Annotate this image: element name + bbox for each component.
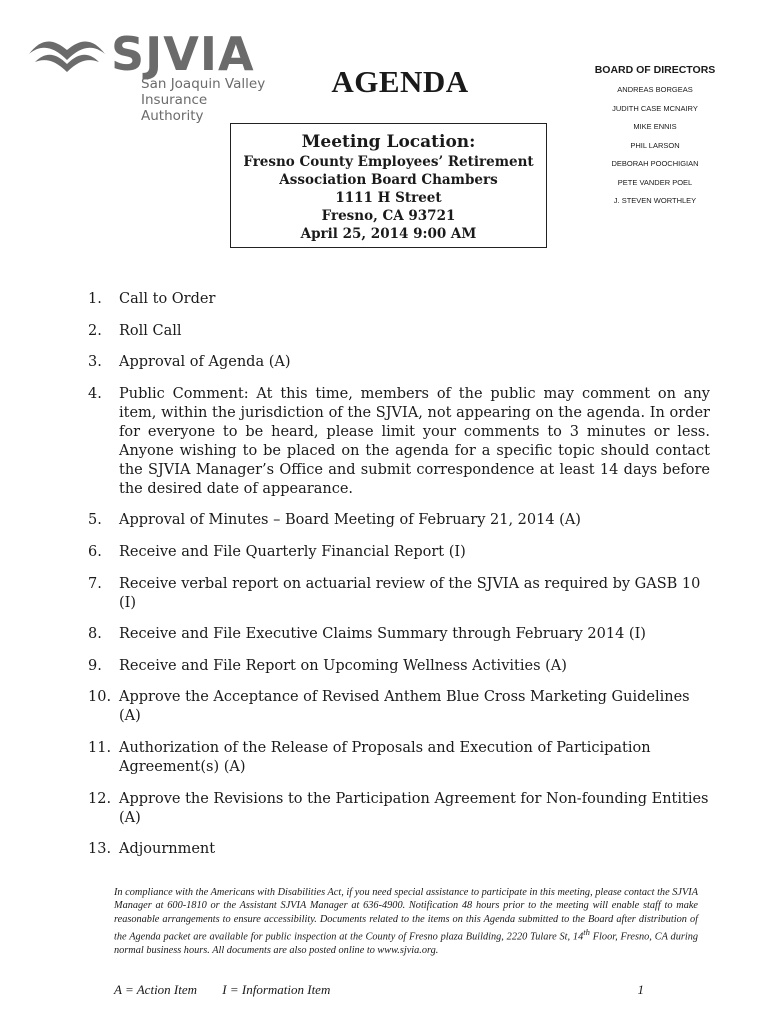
item-text: Receive verbal report on actuarial review of the SJVIA as required by GASB 10 (I) [119, 575, 701, 611]
item-number: 1. [88, 291, 102, 307]
logo-wordmark: SJVIA [111, 27, 255, 81]
agenda-item [88, 353, 710, 372]
item-number: 12. [88, 790, 112, 807]
board-of-directors [580, 64, 730, 215]
board-member: DEBORAH POOCHIGIAN [611, 159, 699, 168]
location-line: Association Board Chambers [279, 172, 498, 188]
item-number: 5. [88, 512, 102, 529]
logo-subtitle [141, 76, 272, 124]
item-number: 8. [88, 626, 102, 643]
item-text: Roll Call [119, 322, 182, 339]
agenda-item [88, 543, 710, 562]
legend-action-item: A = Action Item [114, 982, 198, 997]
location-line: 1111 H Street [335, 190, 442, 206]
item-number: 2. [88, 322, 102, 339]
item-text: Approve the Revisions to the Participation Agreement for Non-founding Entities (A) [119, 790, 709, 826]
item-number: 13. [88, 841, 112, 858]
agenda-item [88, 290, 710, 309]
item-text: Public Comment: At this time, members of the public may comment on any item, within the jurisdiction of the SJVIA, not appearing on the agenda. In order for everyone to be heard, please limit your comments to 3 minutes or less. Anyone wishing to be placed on the agenda for a specific topic should contact the SJVIA Manager’s Office and submit correspondence at least 14 days before the desired date of appearance. [119, 385, 710, 497]
logo-subtitle-line2: Insurance Authority [141, 92, 208, 124]
ada-notice-superscript: th [583, 927, 590, 938]
item-text: Approval of Agenda (A) [119, 354, 291, 371]
page-number: 1 [637, 982, 644, 997]
agenda-item [88, 322, 710, 341]
item-text: Approve the Acceptance of Revised Anthem Blue Cross Marketing Guidelines (A) [119, 689, 690, 725]
board-member: JUDITH CASE MCNAIRY [612, 103, 698, 113]
meeting-location-box [230, 123, 547, 248]
page-title: AGENDA [331, 64, 469, 99]
sjvia-logo [27, 27, 272, 124]
item-number: 10. [88, 689, 112, 706]
board-member: PETE VANDER POEL [617, 177, 693, 187]
location-line: April 25, 2014 9:00 AM [300, 226, 477, 242]
ada-notice-text-end: Floor, Fresno, CA during normal business hours. All documents are also posted online to www.sjvia.org. [114, 931, 699, 957]
item-text: Receive and File Quarterly Financial Report (I) [119, 543, 466, 560]
board-member: MIKE ENNIS [633, 122, 677, 131]
location-line: Fresno County Employees’ Retirement [243, 154, 534, 170]
item-text: Adjournment [119, 841, 216, 858]
ada-notice-text: In compliance with the Americans with Disabilities Act, if you need special assistance to participate in this meeting, please contact the SJVIA Manager at 600-1810 or the Assistant SJVIA Manager at 636-4900. Notification 48 hours prior to the meeting will enable staff to make reasonable arrangements to ensure accessibility. Documents related to the items on this Agenda submitted to the Board after distribution of the Agenda packet are available for public inspection at the County of Fresno plaza Building, 2220 Tulare St, 14 [114, 887, 698, 943]
agenda-item [88, 688, 710, 726]
agenda-items-list [88, 290, 710, 872]
agenda-item [88, 840, 710, 859]
agenda-item [88, 575, 710, 613]
item-number: 7. [88, 575, 102, 592]
board-heading: BOARD OF DIRECTORS [594, 64, 716, 76]
item-number: 9. [88, 657, 102, 674]
agenda-item [88, 657, 710, 676]
agenda-item [88, 511, 710, 530]
location-line: Fresno, CA 93721 [321, 208, 456, 224]
ada-notice [114, 886, 698, 957]
board-member: ANDREAS BORGEAS [617, 85, 693, 94]
item-number: 11. [88, 739, 112, 756]
board-member: J. STEVEN WORTHLEY [613, 196, 697, 205]
logo-subtitle-line1: San Joaquin Valley [141, 76, 266, 92]
agenda-item [88, 385, 710, 499]
agenda-item [88, 790, 710, 828]
item-text: Receive and File Executive Claims Summary through February 2014 (I) [119, 626, 646, 643]
agenda-item [88, 625, 710, 644]
item-number: 3. [88, 354, 102, 371]
agenda-item [88, 739, 710, 777]
board-member: PHIL LARSON [630, 140, 680, 150]
item-text: Receive and File Report on Upcoming Wellness Activities (A) [119, 657, 567, 674]
item-text: Authorization of the Release of Proposals and Execution of Participation Agreement(s) (A) [119, 739, 651, 775]
item-text: Call to Order [119, 291, 216, 307]
item-number: 6. [88, 543, 102, 560]
location-heading: Meeting Location: [301, 132, 476, 152]
page-footer [114, 982, 644, 998]
item-number: 4. [88, 385, 102, 402]
sjvia-logo-icon [27, 32, 107, 78]
item-text: Approval of Minutes – Board Meeting of February 21, 2014 (A) [119, 512, 581, 529]
legend-information-item: I = Information Item [222, 982, 331, 997]
